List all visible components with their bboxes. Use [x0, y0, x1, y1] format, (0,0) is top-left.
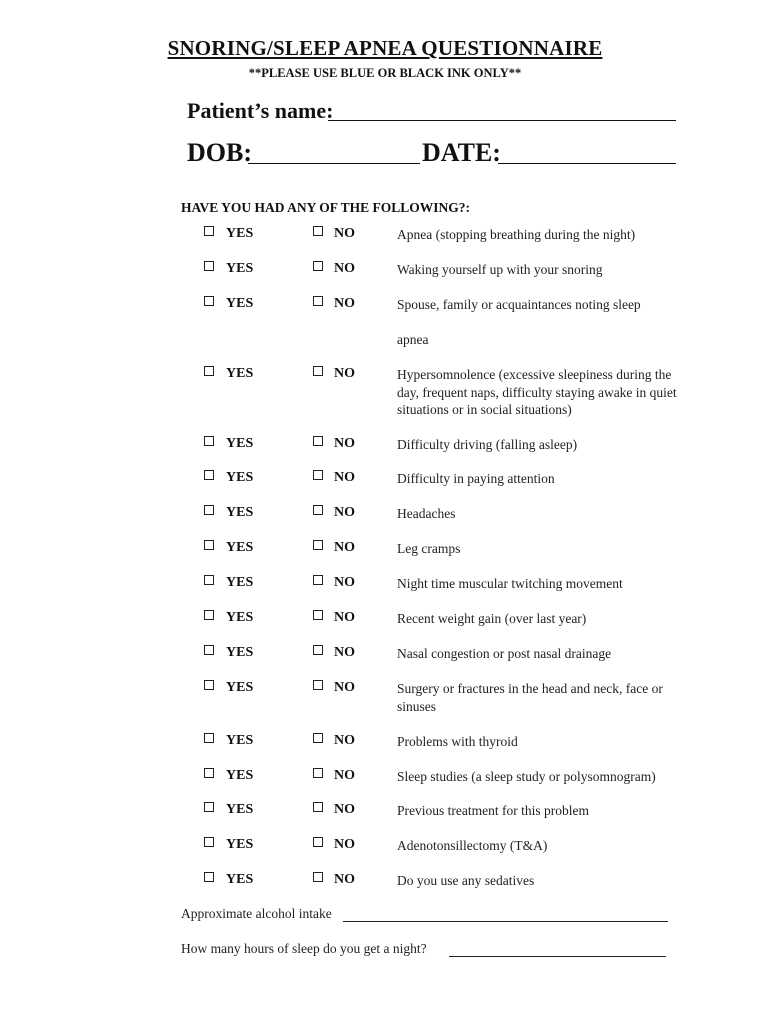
yes-option[interactable] — [204, 733, 253, 749]
no-option[interactable] — [313, 802, 355, 818]
no-option[interactable] — [313, 768, 355, 784]
no-label: NO — [334, 680, 355, 695]
no-checkbox[interactable] — [313, 645, 323, 655]
dob-label: DOB: — [187, 138, 252, 167]
yes-checkbox[interactable] — [204, 680, 214, 690]
yes-option[interactable] — [204, 261, 253, 277]
sleep-hours-field[interactable] — [449, 956, 666, 957]
yes-checkbox[interactable] — [204, 540, 214, 550]
no-label: NO — [334, 505, 355, 520]
yes-checkbox[interactable] — [204, 366, 214, 376]
no-option[interactable] — [313, 872, 355, 888]
no-checkbox[interactable] — [313, 540, 323, 550]
no-option[interactable] — [313, 575, 355, 591]
no-label: NO — [334, 802, 355, 817]
yes-checkbox[interactable] — [204, 837, 214, 847]
no-checkbox[interactable] — [313, 366, 323, 376]
yes-option[interactable] — [204, 366, 253, 382]
question-text: Surgery or fractures in the head and neck, face or sinuses — [397, 681, 663, 714]
yes-option[interactable] — [204, 436, 253, 452]
yes-option[interactable] — [204, 872, 253, 888]
no-option[interactable] — [313, 366, 355, 382]
no-label: NO — [334, 226, 355, 241]
ink-instruction: **PLEASE USE BLUE OR BLACK INK ONLY** — [248, 66, 522, 80]
yes-option[interactable] — [204, 680, 253, 696]
yes-option[interactable] — [204, 540, 253, 556]
no-checkbox[interactable] — [313, 296, 323, 306]
no-label: NO — [334, 733, 355, 748]
question-text: Previous treatment for this problem — [397, 803, 589, 818]
yes-label: YES — [226, 837, 254, 852]
question-text: Difficulty driving (falling asleep) — [397, 437, 578, 452]
yes-checkbox[interactable] — [204, 470, 214, 480]
yes-option[interactable] — [204, 802, 253, 818]
yes-checkbox[interactable] — [204, 296, 214, 306]
yes-checkbox[interactable] — [204, 610, 214, 620]
yes-checkbox[interactable] — [204, 261, 214, 271]
yes-checkbox[interactable] — [204, 872, 214, 882]
yes-label: YES — [226, 680, 254, 695]
yes-label: YES — [226, 540, 254, 555]
yes-label: YES — [226, 296, 254, 311]
no-checkbox[interactable] — [313, 436, 323, 446]
yes-checkbox[interactable] — [204, 645, 214, 655]
yes-checkbox[interactable] — [204, 226, 214, 236]
no-option[interactable] — [313, 540, 355, 556]
no-option[interactable] — [313, 645, 355, 661]
no-option[interactable] — [313, 505, 355, 521]
alcohol-intake-field[interactable] — [343, 921, 668, 922]
no-option[interactable] — [313, 610, 355, 626]
section-heading: HAVE YOU HAD ANY OF THE FOLLOWING?: — [181, 200, 471, 215]
yes-checkbox[interactable] — [204, 505, 214, 515]
no-label: NO — [334, 261, 355, 276]
question-text: Leg cramps — [397, 541, 461, 556]
yes-checkbox[interactable] — [204, 802, 214, 812]
question-text: Difficulty in paying attention — [397, 471, 555, 486]
no-option[interactable] — [313, 733, 355, 749]
question-text: Night time muscular twitching movement — [397, 576, 623, 591]
yes-checkbox[interactable] — [204, 575, 214, 585]
no-option[interactable] — [313, 470, 355, 486]
yes-option[interactable] — [204, 296, 253, 312]
no-option[interactable] — [313, 436, 355, 452]
question-text: Spouse, family or acquaintances noting sleep — [397, 297, 641, 312]
no-label: NO — [334, 872, 355, 887]
yes-label: YES — [226, 802, 254, 817]
yes-checkbox[interactable] — [204, 768, 214, 778]
no-label: NO — [334, 540, 355, 555]
no-option[interactable] — [313, 261, 355, 277]
dob-field[interactable] — [248, 163, 420, 164]
yes-label: YES — [226, 226, 254, 241]
no-checkbox[interactable] — [313, 226, 323, 236]
yes-label: YES — [226, 261, 254, 276]
yes-label: YES — [226, 610, 254, 625]
date-field[interactable] — [498, 163, 676, 164]
question-text: Sleep studies (a sleep study or polysomnogram) — [397, 769, 656, 784]
no-label: NO — [334, 575, 355, 590]
yes-option[interactable] — [204, 505, 253, 521]
no-label: NO — [334, 610, 355, 625]
question-text: Apnea (stopping breathing during the night) — [397, 227, 636, 242]
no-label: NO — [334, 645, 355, 660]
no-checkbox[interactable] — [313, 837, 323, 847]
yes-option[interactable] — [204, 470, 253, 486]
no-option[interactable] — [313, 680, 355, 696]
question-text: Adenotonsillectomy (T&A) — [397, 838, 548, 853]
question-text: Problems with thyroid — [397, 734, 518, 749]
question-text: Nasal congestion or post nasal drainage — [397, 646, 612, 661]
no-checkbox[interactable] — [313, 261, 323, 271]
no-label: NO — [334, 470, 355, 485]
date-label: DATE: — [422, 138, 501, 167]
no-checkbox[interactable] — [313, 470, 323, 480]
yes-option[interactable] — [204, 226, 253, 242]
no-option[interactable] — [313, 837, 355, 853]
yes-label: YES — [226, 733, 254, 748]
question-text: Hypersomnolence (excessive sleepiness during the day, frequent naps, difficulty staying awake in quiet situations or in social situations) — [397, 367, 677, 417]
yes-option[interactable] — [204, 645, 253, 661]
yes-label: YES — [226, 470, 254, 485]
yes-label: YES — [226, 505, 254, 520]
yes-label: YES — [226, 366, 254, 381]
alcohol-intake-label: Approximate alcohol intake — [181, 906, 332, 921]
yes-label: YES — [226, 768, 254, 783]
no-option[interactable] — [313, 296, 355, 312]
question-text: Headaches — [397, 506, 456, 521]
yes-checkbox[interactable] — [204, 436, 214, 446]
yes-option[interactable] — [204, 610, 253, 626]
sleep-hours-label: How many hours of sleep do you get a night? — [181, 941, 427, 956]
no-checkbox[interactable] — [313, 768, 323, 778]
no-checkbox[interactable] — [313, 733, 323, 743]
no-label: NO — [334, 296, 355, 311]
yes-option[interactable] — [204, 575, 253, 591]
no-label: NO — [334, 837, 355, 852]
yes-label: YES — [226, 645, 254, 660]
yes-label: YES — [226, 872, 254, 887]
yes-option[interactable] — [204, 768, 253, 784]
no-label: NO — [334, 768, 355, 783]
patient-name-label: Patient’s name: — [187, 98, 334, 123]
no-checkbox[interactable] — [313, 610, 323, 620]
patient-name-field[interactable] — [328, 120, 676, 121]
no-label: NO — [334, 366, 355, 381]
no-checkbox[interactable] — [313, 872, 323, 882]
no-option[interactable] — [313, 226, 355, 242]
no-checkbox[interactable] — [313, 505, 323, 515]
form-title: SNORING/SLEEP APNEA QUESTIONNAIRE — [167, 36, 603, 60]
no-checkbox[interactable] — [313, 575, 323, 585]
yes-checkbox[interactable] — [204, 733, 214, 743]
question-3-continuation: apnea — [397, 332, 429, 347]
question-text: Do you use any sedatives — [397, 873, 535, 888]
question-text: Recent weight gain (over last year) — [397, 611, 587, 626]
yes-label: YES — [226, 436, 254, 451]
question-text: Waking yourself up with your snoring — [397, 262, 603, 277]
yes-option[interactable] — [204, 837, 253, 853]
no-label: NO — [334, 436, 355, 451]
yes-label: YES — [226, 575, 254, 590]
no-checkbox[interactable] — [313, 680, 323, 690]
no-checkbox[interactable] — [313, 802, 323, 812]
